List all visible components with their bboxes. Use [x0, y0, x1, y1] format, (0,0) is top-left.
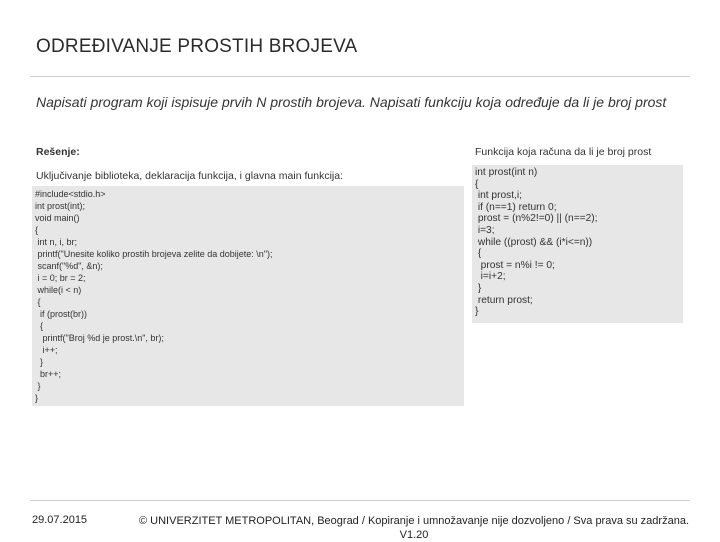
code-line: int prost(int); [35, 201, 86, 211]
code-line: return prost; [475, 294, 533, 306]
code-line: if (n==1) return 0; [475, 201, 557, 213]
code-line: { [35, 321, 44, 331]
solution-heading: Rešenje: [36, 146, 80, 158]
code-line: } [35, 357, 44, 367]
function-heading: Funkcija koja računa da li je broj prost [475, 146, 652, 158]
code-line: i = 0; br = 2; [35, 273, 86, 283]
code-line: int n, i, br; [35, 237, 78, 247]
code-line: #include<stdio.h> [35, 189, 106, 199]
code-line: void main() [35, 213, 80, 223]
code-line: } [35, 381, 41, 391]
code-line: prost = n%i != 0; [475, 259, 555, 271]
code-line: if (prost(br)) [35, 309, 88, 319]
code-line: int prost,i; [475, 190, 522, 202]
footer-copyright [134, 514, 694, 542]
code-line: { [35, 225, 39, 235]
code-line: i=3; [475, 224, 495, 236]
code-line: { [475, 248, 482, 260]
code-line: prost = (n%2!=0) || (n==2); [475, 213, 598, 225]
code-line: int prost(int n) [475, 167, 538, 178]
code-line: } [475, 306, 479, 318]
code-line: printf("Unesite koliko prostih brojeva zelite da dobijete: \n"); [35, 249, 273, 259]
code-line: i=i+2; [475, 271, 506, 283]
code-line: while ((prost) && (i*i<=n)) [475, 236, 593, 248]
task-description: Napisati program koji ispisuje prvih N prostih brojeva. Napisati funkciju koja određuje da li je broj prost [36, 94, 667, 110]
code-line: printf("Broj %d je prost.\n", br); [35, 333, 164, 343]
main-description: Uključivanje biblioteka, deklaracija funkcija, i glavna main funkcija: [36, 170, 343, 182]
code-line: { [35, 297, 41, 307]
copyright-text: © UNIVERZITET METROPOLITAN, Beograd / Kopiranje i umnožavanje nije dozvoljeno / Sva prava su zadržana. [139, 515, 689, 527]
code-line: { [475, 178, 479, 190]
code-line: } [35, 393, 39, 403]
footer-date: 29.07.2015 [32, 514, 88, 526]
code-line: } [475, 282, 482, 294]
footer-divider [30, 500, 690, 501]
slide-title: ODREĐIVANJE PROSTIH BROJEVA [36, 36, 358, 57]
code-line: i++; [35, 345, 58, 355]
title-divider [30, 76, 690, 77]
version-text: V1.20 [399, 529, 429, 541]
prost-function-code-block [472, 165, 683, 323]
main-code-block [32, 186, 464, 406]
code-line: while(i < n) [35, 285, 82, 295]
code-line: br++; [35, 369, 62, 379]
code-line: scanf("%d", &n); [35, 261, 103, 271]
